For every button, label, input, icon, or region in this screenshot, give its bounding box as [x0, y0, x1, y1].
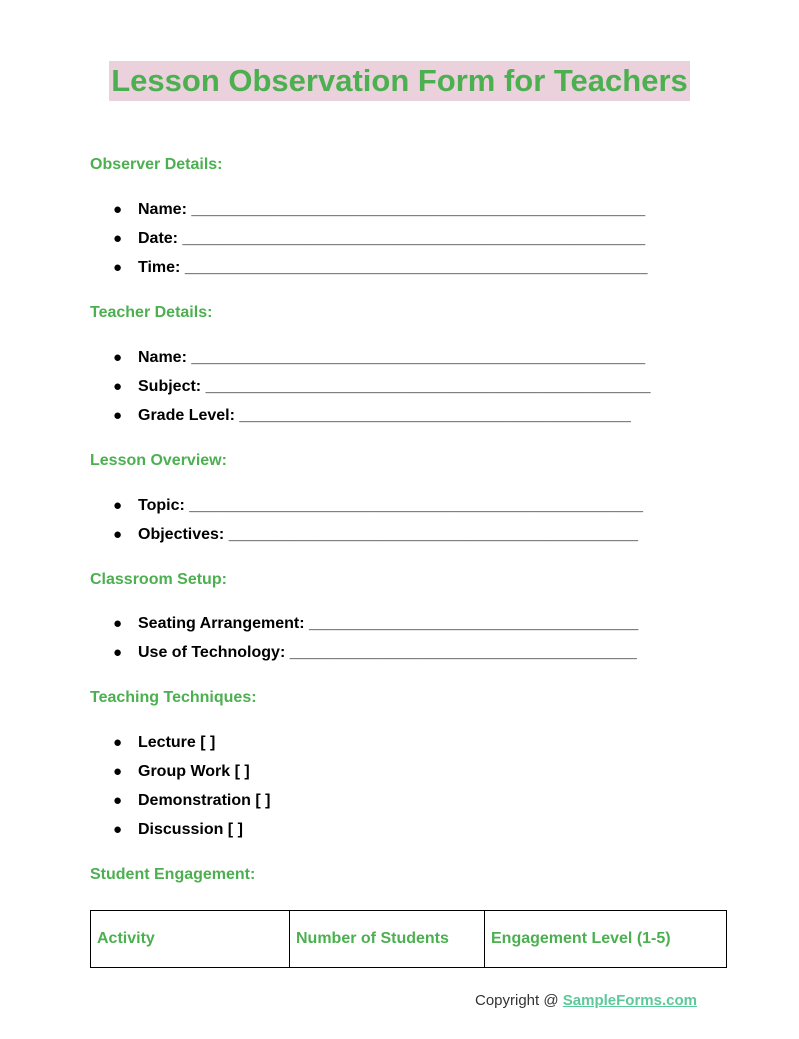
teacher-subject-item: [113, 377, 650, 397]
observer-heading: Observer Details:: [90, 156, 223, 173]
observer-name-item: [113, 200, 645, 220]
item-text: Grade Level: ____________________________________________: [138, 407, 631, 424]
sampleforms-link[interactable]: SampleForms.com: [562, 992, 697, 1009]
item-text: Name: ___________________________________________________: [138, 201, 646, 218]
item-text: Lecture [ ]: [138, 734, 216, 751]
copyright-text: Copyright @: [475, 992, 563, 1009]
item-text: Discussion [ ]: [138, 821, 243, 838]
bullet-icon: ●: [113, 349, 123, 366]
engagement-heading: Student Engagement:: [90, 866, 256, 883]
bullet-icon: ●: [113, 378, 123, 395]
item-text: Objectives: ______________________________________________: [138, 526, 639, 543]
bullet-icon: ●: [113, 792, 123, 809]
item-text: Subject: __________________________________________________: [138, 378, 651, 395]
bullet-icon: ●: [113, 734, 123, 751]
lesson-heading: Lesson Overview:: [90, 452, 227, 469]
item-text: Seating Arrangement: _____________________________________: [138, 615, 639, 632]
bullet-icon: ●: [113, 763, 123, 780]
bullet-icon: ●: [113, 259, 123, 276]
bullet-icon: ●: [113, 201, 123, 218]
column-header-activity: Activity: [91, 911, 290, 968]
bullet-icon: ●: [113, 497, 123, 514]
teacher-heading: Teacher Details:: [90, 304, 213, 321]
observer-date-item: [113, 229, 645, 249]
technique-lecture-item: [113, 733, 215, 753]
technique-groupwork-item: [113, 762, 250, 782]
techniques-heading: Teaching Techniques:: [90, 689, 257, 706]
classroom-heading: Classroom Setup:: [90, 571, 227, 588]
item-text: Date: ____________________________________________________: [138, 230, 646, 247]
item-text: Topic: ___________________________________________________: [138, 497, 644, 514]
teacher-grade-item: [113, 406, 631, 426]
classroom-seating-item: [113, 614, 638, 634]
page-title: Lesson Observation Form for Teachers: [109, 61, 690, 101]
bullet-icon: ●: [113, 230, 123, 247]
table-row: [91, 911, 727, 968]
engagement-table: [90, 910, 727, 968]
classroom-technology-item: [113, 643, 637, 663]
title-wrap: [0, 61, 799, 101]
technique-discussion-item: [113, 820, 243, 840]
item-text: Time: ____________________________________________________: [138, 259, 648, 276]
bullet-icon: ●: [113, 615, 123, 632]
bullet-icon: ●: [113, 407, 123, 424]
item-text: Use of Technology: _______________________________________: [138, 644, 637, 661]
column-header-engagement: Engagement Level (1-5): [485, 911, 727, 968]
column-header-students: Number of Students: [290, 911, 485, 968]
copyright-footer: [475, 992, 697, 1009]
bullet-icon: ●: [113, 526, 123, 543]
lesson-objectives-item: [113, 525, 638, 545]
technique-demonstration-item: [113, 791, 270, 811]
lesson-topic-item: [113, 496, 643, 516]
item-text: Demonstration [ ]: [138, 792, 271, 809]
item-text: Name: ___________________________________________________: [138, 349, 646, 366]
teacher-name-item: [113, 348, 645, 368]
bullet-icon: ●: [113, 821, 123, 838]
observer-time-item: [113, 258, 648, 278]
bullet-icon: ●: [113, 644, 123, 661]
item-text: Group Work [ ]: [138, 763, 250, 780]
